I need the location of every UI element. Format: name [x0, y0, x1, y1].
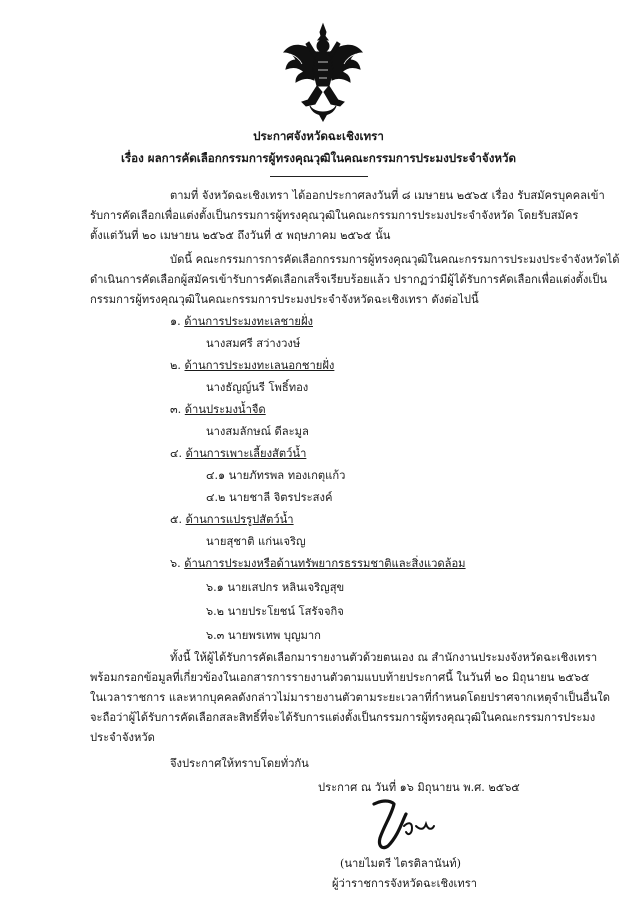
- para3-line-2: พร้อมกรอกข้อมูลที่เกี่ยวข้องในเอกสารการรายงานตัวตามแบบท้ายประกาศนี้ ในวันที่ ๒๐ มิถุนายน ๒๕๖๕: [90, 671, 590, 684]
- section-number: ๕.: [170, 513, 183, 526]
- para3-line-1: ทั้งนี้ ให้ผู้ได้รับการคัดเลือกมารายงานตัวด้วยตนเอง ณ สำนักงานประมงจังหวัดฉะเชิงเทรา: [170, 651, 598, 664]
- member-name: นางธัญญ์นรี โพธิ์ทอง: [206, 381, 309, 394]
- title-divider: [270, 176, 368, 177]
- section-label: ด้านการประมงหรือด้านทรัพยากรธรรมชาติและสิ่งแวดล้อม: [184, 557, 466, 570]
- member-name: ๖.๓ นายพรเทพ บุญมาก: [206, 629, 321, 642]
- member-name: นายสุชาติ แก่นเจริญ: [206, 535, 306, 548]
- signature: [368, 796, 448, 860]
- section-4-heading: [170, 446, 306, 462]
- para1-line-1: ตามที่ จังหวัดฉะเชิงเทรา ได้ออกประกาศลงวันที่ ๘ เมษายน ๒๕๖๕ เรื่อง รับสมัครบุคคลเข้า: [170, 189, 605, 202]
- member-name: ๖.๒ นายประโยชน์ โสรัจจกิจ: [206, 605, 344, 618]
- section-5-heading: [170, 512, 294, 528]
- section-number: ๑.: [170, 315, 181, 328]
- signer-name: (นายไมตรี ไตรติลานันท์): [340, 857, 462, 870]
- section-label: ด้านประมงน้ำจืด: [184, 403, 266, 416]
- section-number: ๔.: [170, 447, 183, 460]
- closing-line: จึงประกาศให้ทราบโดยทั่วกัน: [170, 757, 309, 770]
- garuda-emblem-icon: [282, 22, 364, 122]
- para3-line-4: จะถือว่าผู้ได้รับการคัดเลือกสละสิทธิ์ที่จะได้รับการแต่งตั้งเป็นกรรมการผู้ทรงคุณวุฒิในคณะกรรมการประมง: [90, 711, 596, 724]
- member-name: ๖.๑ นายเสปกร หลินเจริญสุข: [206, 581, 345, 594]
- section-6-heading: [170, 556, 466, 572]
- announcement-heading: ประกาศจังหวัดฉะเชิงเทรา: [253, 129, 384, 143]
- section-2-heading: [170, 358, 334, 374]
- para1-line-3: ตั้งแต่วันที่ ๒๐ เมษายน ๒๕๖๕ ถึงวันที่ ๕ พฤษภาคม ๒๕๖๕ นั้น: [90, 229, 391, 242]
- section-number: ๓.: [170, 403, 182, 416]
- section-number: ๖.: [170, 557, 181, 570]
- member-name: ๔.๑ นายภัทรพล ทองเกตุแก้ว: [206, 469, 346, 482]
- para3-line-3: ในเวลาราชการ และหากบุคคลดังกล่าวไม่มารายงานตัวตามระยะเวลาที่กำหนดโดยปราศจากเหตุจำเป็นอื่นใด: [90, 691, 611, 704]
- section-3-heading: [170, 402, 266, 418]
- para1-line-2: รับการคัดเลือกเพื่อแต่งตั้งเป็นกรรมการผู้ทรงคุณวุฒิในคณะกรรมการประมงประจำจังหวัด โดยรับสมัคร: [90, 209, 579, 222]
- para2-line-2: ดำเนินการคัดเลือกผู้สมัครเข้ารับการคัดเลือกเสร็จเรียบร้อยแล้ว ปรากฏว่ามีผู้ได้รับการคัดเลือกเพื่อแต่งตั้งเป็น: [90, 273, 607, 286]
- member-name: นางสมศรี สว่างวงษ์: [206, 337, 301, 350]
- section-label: ด้านการประมงทะเลชายฝั่ง: [184, 315, 313, 328]
- announcement-subject: เรื่อง ผลการคัดเลือกกรรมการผู้ทรงคุณวุฒิในคณะกรรมการประมงประจำจังหวัด: [120, 151, 517, 165]
- date-line: ประกาศ ณ วันที่ ๑๖ มิถุนายน พ.ศ. ๒๕๖๕: [318, 781, 520, 794]
- signer-position: ผู้ว่าราชการจังหวัดฉะเชิงเทรา: [332, 877, 478, 890]
- section-label: ด้านการเพาะเลี้ยงสัตว์น้ำ: [185, 447, 307, 460]
- para3-line-5: ประจำจังหวัด: [90, 731, 155, 744]
- member-name: ๔.๒ นายชาลี จิตรประสงค์: [206, 491, 333, 504]
- section-number: ๒.: [170, 359, 181, 372]
- para2-line-1: บัดนี้ คณะกรรมการการคัดเลือกกรรมการผู้ทรงคุณวุฒิในคณะกรรมการประมงประจำจังหวัดได้: [170, 253, 620, 266]
- section-1-heading: [170, 314, 313, 330]
- section-label: ด้านการประมงทะเลนอกชายฝั่ง: [184, 359, 335, 372]
- para2-line-3: กรรมการผู้ทรงคุณวุฒิในคณะกรรมการประมงประจำจังหวัดฉะเชิงเทรา ดังต่อไปนี้: [90, 293, 479, 306]
- member-name: นางสมลักษณ์ ดีละมูล: [206, 425, 309, 438]
- section-label: ด้านการแปรรูปสัตว์น้ำ: [185, 513, 294, 526]
